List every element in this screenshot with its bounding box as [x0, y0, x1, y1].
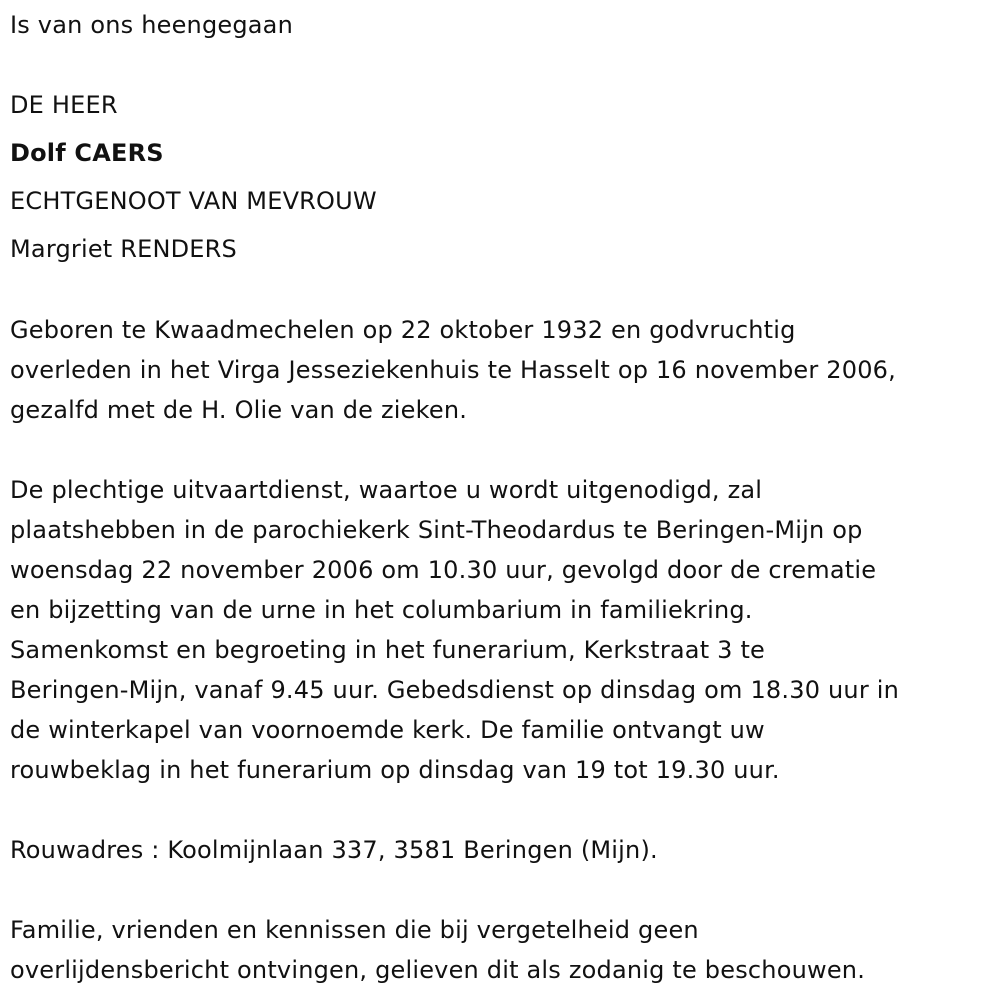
spouse-name: Margriet RENDERS	[10, 235, 237, 263]
birth-death-line: Geboren te Kwaadmechelen op 22 oktober 1932 en godvruchtig	[10, 316, 796, 344]
funeral-line: Beringen-Mijn, vanaf 9.45 uur. Gebedsdienst op dinsdag om 18.30 uur in	[10, 676, 899, 704]
title-line: DE HEER	[10, 91, 118, 119]
spouse-label: ECHTGENOOT VAN MEVROUW	[10, 187, 377, 215]
closing-paragraph	[10, 910, 985, 990]
funeral-line: plaatshebben in de parochiekerk Sint-Theodardus te Beringen-Mijn op	[10, 516, 863, 544]
funeral-line: rouwbeklag in het funerarium op dinsdag van 19 tot 19.30 uur.	[10, 756, 780, 784]
closing-line: overlijdensbericht ontvingen, gelieven dit als zodanig te beschouwen.	[10, 956, 866, 984]
funeral-line: De plechtige uitvaartdienst, waartoe u wordt uitgenodigd, zal	[10, 476, 763, 504]
birth-death-line: overleden in het Virga Jesseziekenhuis te Hasselt op 16 november 2006,	[10, 356, 896, 384]
funeral-line: Samenkomst en begroeting in het funerarium, Kerkstraat 3 te	[10, 636, 766, 664]
deceased-name: Dolf CAERS	[10, 139, 164, 167]
closing-line: Familie, vrienden en kennissen die bij vergetelheid geen	[10, 916, 699, 944]
address-line: Rouwadres : Koolmijnlaan 337, 3581 Beringen (Mijn).	[10, 836, 658, 864]
funeral-line: woensdag 22 november 2006 om 10.30 uur, gevolgd door de crematie	[10, 556, 877, 584]
funeral-line: en bijzetting van de urne in het columbarium in familiekring.	[10, 596, 753, 624]
funeral-line: de winterkapel van voornoemde kerk. De familie ontvangt uw	[10, 716, 765, 744]
birth-death-line: gezalfd met de H. Olie van de zieken.	[10, 396, 468, 424]
birth-death-paragraph	[10, 310, 985, 430]
intro-line: Is van ons heengegaan	[10, 11, 294, 39]
address-paragraph	[10, 830, 985, 870]
funeral-paragraph	[10, 470, 985, 790]
